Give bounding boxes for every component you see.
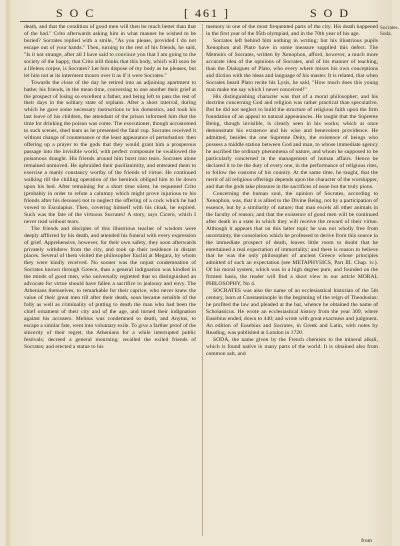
margin-note: Socrates. Soda. bbox=[380, 25, 399, 37]
paragraph: Towards the close of the day he retired into an adjoining apartment to bathe; his friends, in the mean time, conversing to one another their grief at the prospect of losing so excellent a father, and being left to pass the rest of their days in the solitary state of orphans. After a short interval, during which he gave some necessary instructions to his domestics, and took his last leave of his children, the attendant of the prison informed him that the time for drinking the poison was come. The executioner, though accustomed to such scenes, shed tears as he presented the fatal cup. Socrates received it without change of countenance or the least appearance of perturbation: then offering up a prayer to the gods that they would grant him a prosperous passage into the invisible world, with perfect composure he swallowed the poisonous draught. His friends around him burst into tears. Socrates alone remained unmoved. He upbraided their pusillanimity, and entreated them to exercise a manly constancy worthy of the friends of virtue. He continued walking till the chilling operation of the hemlock obliged him to lie down upon his bed. After remaining for a short time silent, he requested Crito (probably in order to refute a calumny which might prove injurious to his friends after his decease) not to neglect the offering of a cock which he had vowed to Esculapius. Then, covering himself with his cloak, he expired. Such was the fate of the virtuous Socrates! A story, says Cicero, which I never read without tears. bbox=[24, 79, 196, 225]
header-left-title: S O C bbox=[56, 6, 96, 20]
paragraph: death, and that the condition of good men will then be much better than that of the bad." Crito afterwards asking him in what manner he wished to be buried? Socrates replied with a smile, "As you please, provided I do not escape out of your hands." Then, turning to the rest of his friends, he said, "Is it not strange, after all I have said to convince you that I am going to the society of the happy, that Crito still thinks that this body, which will soon be a lifeless corpse, is Socrates? Let him dispose of my body as he pleases, but let him not at its interment mourn over it as if it were Socrates." bbox=[24, 24, 196, 79]
paragraph: SODA, the name given by the French chemists to the mineral alkali, which is found native in many parts of the world. It is obtained also from common salt, and bbox=[206, 336, 378, 357]
paragraph: His distinguishing character was that of a moral philosopher; and his doctrine concerning God and religion was rather practical than speculative. But he did not neglect to build the structure of religious faith upon the firm foundation of an appeal to natural appearances. He taught that the Supreme Being, though invisible, is clearly seen in his works; which at once demonstrate his existence and his wise and benevolent providence. He admitted, besides the one Supreme Deity, the existence of beings who possess a middle station between God and man, to whose immediate agency he ascribed the ordinary phenomena of nature, and whom he supposed to be particularly concerned in the management of human affairs. Hence he declared it to be the duty of every one, in the performance of religious rites, to follow the customs of his country. At the same time, he taught, that the merit of all religious offerings depends upon the character of the worshipper, and that the gods take pleasure in the sacrifices of none but the truly pious. bbox=[206, 93, 378, 190]
paragraph: SOCRATES was also the name of an ecclesiastical historian of the 5th century, born at Constantinople in the beginning of the reign of Theodosius: he profited the law and pleaded at the bar, whence he obtained the name of Scholasticus. He wrote an ecclesiastical history from the year 309, where Eusebius ended, down to 440; and wrote with great exactness and judgment. An edition of Eusebius and Socrates, in Greek and Latin, with notes by Reading, was published at London in 1720. bbox=[206, 288, 378, 336]
book-page bbox=[6, 0, 399, 546]
right-column bbox=[206, 24, 378, 542]
running-header bbox=[6, 6, 392, 20]
header-right-title: S O D bbox=[310, 6, 351, 20]
left-column bbox=[24, 24, 196, 542]
paragraph: The friends and disciples of this illustrious teacher of wisdom were deeply afflicted by his death, and attended his funeral with every expression of grief. Apprehensive, however, for their own safety, they soon afterwards privately withdrew from the city, and took up their residence in distant places. Several of them visited the philosopher Euclid at Megara, by whom they were kindly received. No sooner was the unjust condemnation of Socrates known through Greece, than a general indignation was kindled in the minds of good men, who universally regretted that so distinguished an advocate for virtue should have fallen a sacrifice to jealousy and envy. The Athenians themselves, to remarkable for their caprice, who never knew the value of their great men till after their death, soon became sensible of the folly as well as criminality of putting to death the man who had been the chief ornament of their city and of the age, and turned their indignation against his accusers. Melitus was condemned to death, and Anytus, to escape a similar fate, went into voluntary exile. To give a farther proof of the sincerity of their regret, the Athenians for a while interrupted public festivals; decreed a general mourning; recalled the exiled friends of Socrates; and erected a statue to his bbox=[24, 225, 196, 350]
catchword: from bbox=[361, 538, 372, 544]
paragraph: Concerning the human soul, the opinion of Socrates, according to Xenophon, was, that it is allied to the Divine Being, not by a participation of essence, but by a similarity of nature; that man excels all other animals in the faculty of reason; and that the existence of good men will be continued after death in a state in which they will receive the reward of their virtue. Although it appears that on this latter topic he was not wholly free from uncertainty, the consolation which he professed to derive from this source in the immediate prospect of death, leaves little room to doubt that he entertained a real expectation of immortality; and there is reason to believe that he was the only philosopher of ancient Greece whose principles admitted of such an expectation (see METAPHYSICS, Part III. Chap. iv.). Of his moral system, which was in a high degree pure, and founded on the firmest basis, the reader will find a short view in our article MORAL PHILOSOPHY, No 4. bbox=[206, 190, 378, 288]
column-divider bbox=[202, 24, 203, 536]
page-number: [ 461 ] bbox=[184, 6, 230, 20]
header-rule bbox=[20, 21, 378, 22]
paragraph: memory in one of the most frequented parts of the city. His death happened in the first year of the 95th olympiad, and in the 70th year of his age. bbox=[206, 24, 378, 37]
paragraph: Socrates left behind him nothing in writing; but his illustrious pupils Xenophon and Plato have in some measure supplied this defect. The Memoirs of Socrates, written by Xenophon, afford, however, a much more accurate idea of the opinions of Socrates, and of his manner of teaching, than the Dialogues of Plato, who every where mixes his own conceptions and diction with the ideas and language of his master. It is related, that when Socrates heard Plato recite his Lysis, he said, "How much does this young man make me say which I never conceived!" bbox=[206, 37, 378, 93]
